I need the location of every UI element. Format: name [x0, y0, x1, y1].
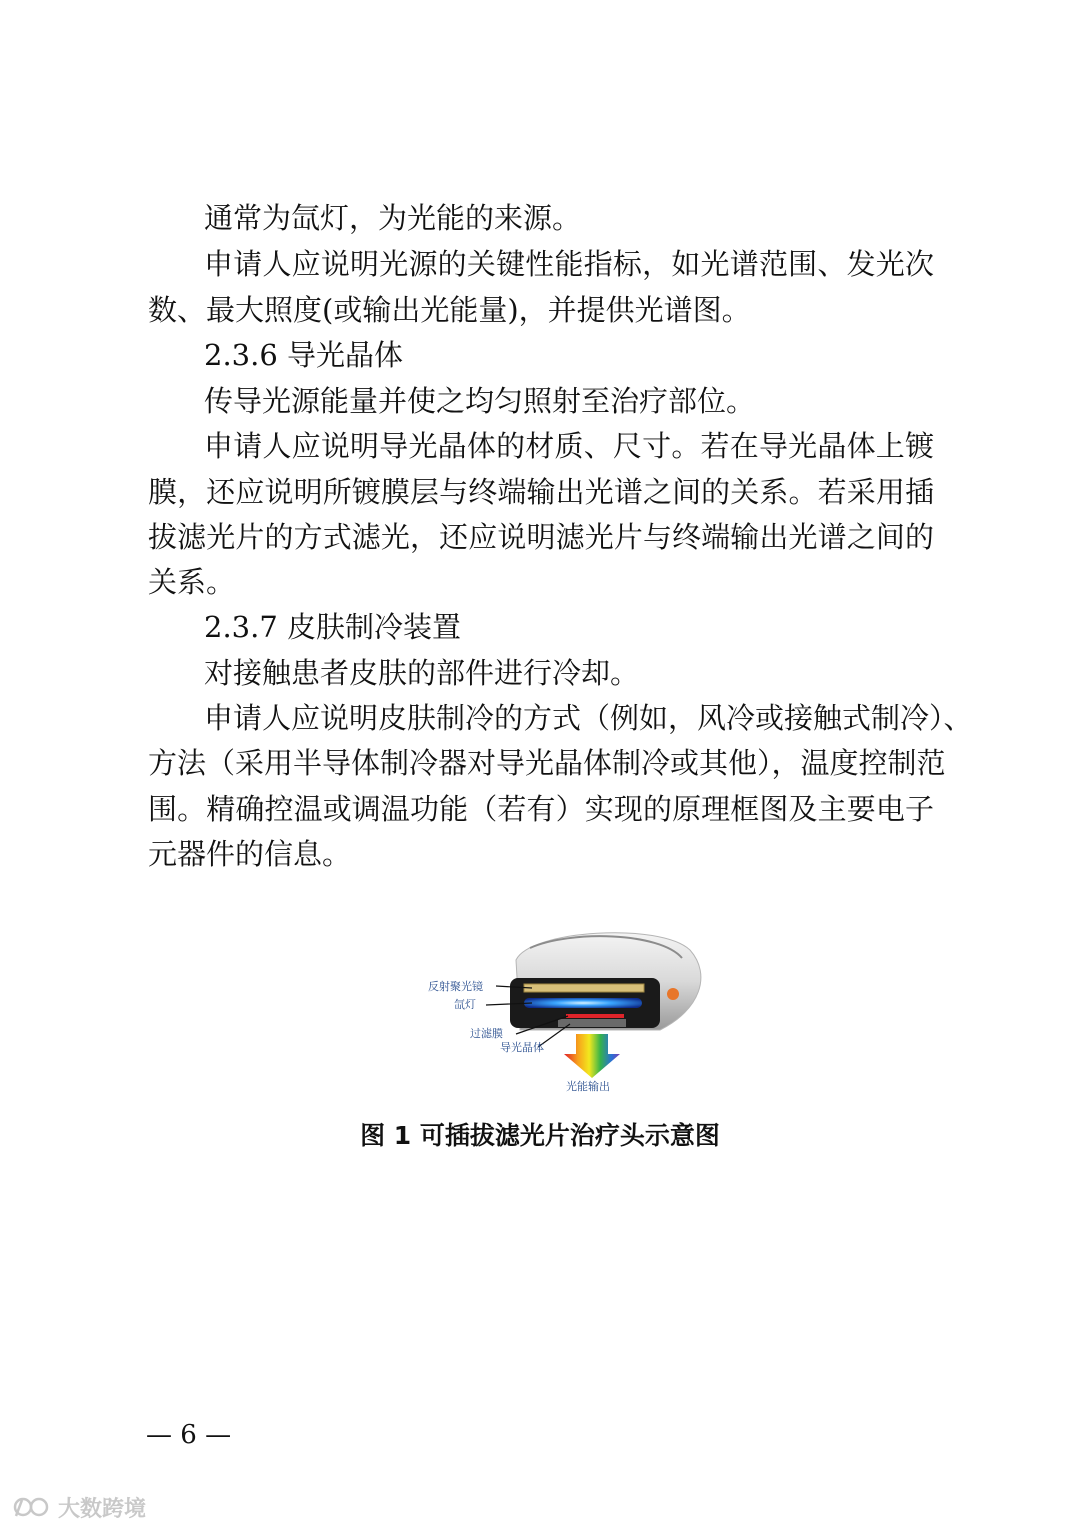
indicator-button-icon: [667, 988, 679, 1000]
section-heading: 2.3.6 导光晶体: [204, 338, 404, 372]
xenon-lamp: [524, 998, 642, 1008]
paragraph-line-text: 膜，还应说明所镀膜层与终端输出光谱之间的关系。若采用插: [148, 475, 934, 509]
treatment-head-diagram: [420, 920, 710, 1100]
logo-icon: [12, 1494, 52, 1520]
paragraph-line: 关系。: [148, 565, 236, 599]
paragraph-line: [148, 426, 934, 466]
paragraph-line: 传导光源能量并使之均匀照射至治疗部位。: [204, 384, 756, 418]
paragraph-line-text: 申请人应说明光源的关键性能指标，如光谱范围、发光次: [204, 247, 934, 281]
paragraph-line: [148, 517, 934, 557]
paragraph-line: [148, 472, 934, 512]
paragraph-line-text: 申请人应说明导光晶体的材质、尺寸。若在导光晶体上镀: [204, 429, 934, 463]
paragraph-line: [148, 244, 934, 284]
label-output: 光能输出: [566, 1080, 610, 1093]
page-number: — 6 —: [146, 1420, 232, 1450]
paragraph-line-text: 申请人应说明皮肤制冷的方式（例如，风冷或接触式制冷）、: [204, 701, 973, 735]
figure-caption: 图 1 可插拔滤光片治疗头示意图: [360, 1121, 720, 1150]
watermark: [12, 1492, 146, 1522]
paragraph-line: 元器件的信息。: [148, 837, 352, 871]
reflector-mirror: [524, 984, 644, 992]
paragraph-line-text: 围。精确控温或调温功能（若有）实现的原理框图及主要电子: [148, 792, 934, 826]
treatment-head-illustration: [420, 920, 710, 1100]
paragraph-line: [148, 743, 946, 783]
section-heading: 2.3.7 皮肤制冷装置: [204, 610, 462, 644]
label-crystal: 导光晶体: [500, 1041, 544, 1054]
paragraph-line-text: 方法（采用半导体制冷器对导光晶体制冷或其他），温度控制范: [148, 746, 946, 780]
paragraph-line: 数、最大照度(或输出光能量)，并提供光谱图。: [148, 293, 751, 327]
label-filter: 过滤膜: [470, 1027, 503, 1040]
paragraph-line: [148, 698, 973, 738]
paragraph-line-text: 拔滤光片的方式滤光，还应说明滤光片与终端输出光谱之间的: [148, 520, 934, 554]
watermark-text: 大数跨境: [58, 1496, 147, 1522]
label-reflector: 反射聚光镜: [428, 980, 483, 993]
paragraph-line: [148, 789, 934, 829]
paragraph-line: 通常为氙灯，为光能的来源。: [204, 201, 582, 235]
light-output-arrow-icon: [564, 1034, 620, 1078]
paragraph-line: 对接触患者皮肤的部件进行冷却。: [204, 656, 640, 690]
label-lamp: 氙灯: [454, 998, 476, 1011]
filter-film: [566, 1014, 624, 1018]
